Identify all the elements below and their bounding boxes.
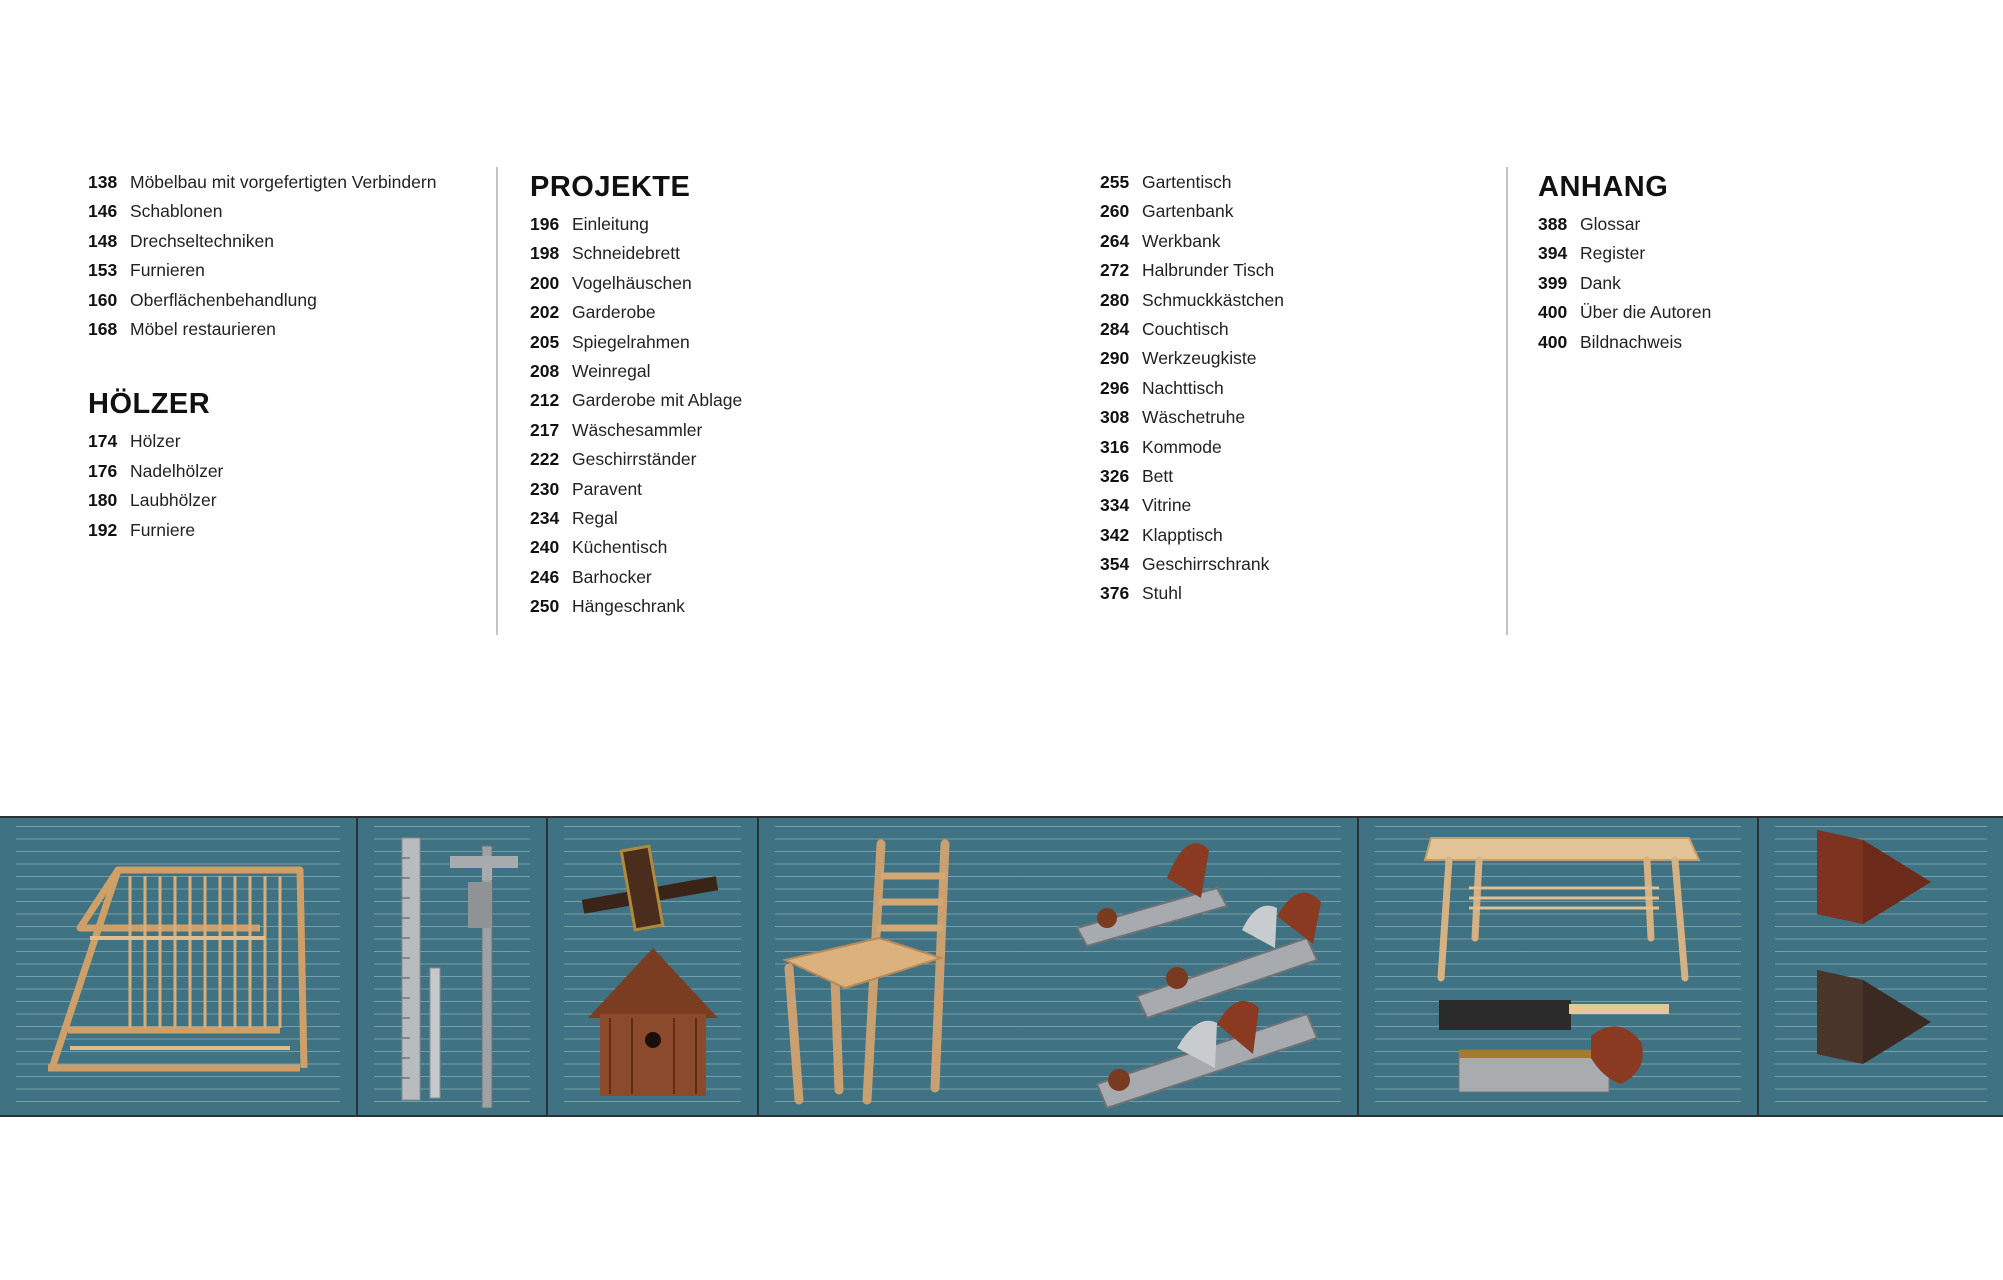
toc-entry[interactable] xyxy=(88,427,488,456)
section-heading: PROJEKTE xyxy=(530,171,691,203)
toc-entry-title: Werkbank xyxy=(1142,230,1221,251)
section-heading: ANHANG xyxy=(1538,171,1669,203)
toc-entry[interactable] xyxy=(88,197,488,226)
toc-entry-title: Halbrunder Tisch xyxy=(1142,260,1275,281)
toc-entry[interactable] xyxy=(88,486,488,515)
toc-entry-title: Hölzer xyxy=(130,431,181,452)
toc-entry-title: Wäschesammler xyxy=(572,419,703,440)
toc-entry-title: Möbelbau mit vorgefertigten Verbindern xyxy=(130,172,437,192)
toc-entry[interactable] xyxy=(1100,374,1490,403)
toc-entry-title: Paravent xyxy=(572,478,643,499)
toc-list xyxy=(1538,210,1938,357)
toc-entry-title: Einleitung xyxy=(572,214,649,234)
toc-entry[interactable] xyxy=(530,210,1050,239)
toc-entry-title: Über die Autoren xyxy=(1580,302,1712,323)
toc-entry-title: Oberflächenbehandlung xyxy=(130,289,317,310)
toc-page-number: 342 xyxy=(1100,524,1130,545)
toc-entry[interactable] xyxy=(530,298,1050,327)
toc-entry[interactable] xyxy=(1100,491,1490,520)
toc-entry-title: Schablonen xyxy=(130,201,223,222)
marking-gauge-birdhouse-photo xyxy=(548,818,759,1115)
toc-entry-title: Geschirrschrank xyxy=(1142,554,1270,575)
toc-column-4 xyxy=(1538,168,1938,357)
toc-entry-title: Bildnachweis xyxy=(1580,331,1683,352)
toc-entry-title: Gartentisch xyxy=(1142,172,1232,192)
toc-column-2 xyxy=(530,168,1050,621)
toc-entry[interactable] xyxy=(1538,328,1938,357)
toc-page-number: 400 xyxy=(1538,302,1568,323)
toc-entry[interactable] xyxy=(530,504,1050,533)
toc-entry-title: Hängeschrank xyxy=(572,596,685,617)
toc-page-number: 180 xyxy=(88,490,118,511)
toc-entry-title: Gartenbank xyxy=(1142,201,1234,222)
toc-entry[interactable] xyxy=(88,315,488,344)
toc-entry[interactable] xyxy=(1100,286,1490,315)
toc-page-number: 202 xyxy=(530,302,560,323)
toc-page-number: 160 xyxy=(88,289,118,310)
toc-entry[interactable] xyxy=(1100,227,1490,256)
toc-page-number: 399 xyxy=(1538,272,1568,293)
toc-entry[interactable] xyxy=(530,269,1050,298)
toc-entry-title: Spiegelrahmen xyxy=(572,331,690,352)
toc-page-number: 388 xyxy=(1538,214,1568,234)
toc-page-number: 146 xyxy=(88,201,118,222)
toc-entry-title: Couchtisch xyxy=(1142,318,1229,339)
toc-entry[interactable] xyxy=(88,286,488,315)
toc-entry[interactable] xyxy=(1100,550,1490,579)
toc-page-number: 284 xyxy=(1100,318,1130,339)
toc-page-number: 217 xyxy=(530,419,560,440)
coffee-table-saws-photo xyxy=(1359,818,1759,1115)
toc-entry[interactable] xyxy=(530,533,1050,562)
toc-entry-title: Nadelhölzer xyxy=(130,460,224,481)
toc-entry[interactable] xyxy=(530,563,1050,592)
dish-rack-photo xyxy=(0,818,358,1115)
toc-entry-title: Wäschetruhe xyxy=(1142,407,1246,428)
toc-entry[interactable] xyxy=(530,445,1050,474)
toc-list xyxy=(88,427,488,545)
toc-column-1 xyxy=(88,168,488,545)
toc-list xyxy=(530,210,1050,621)
photo-strip xyxy=(0,816,2003,1117)
toc-page-number: 394 xyxy=(1538,243,1568,264)
toc-page-number: 280 xyxy=(1100,289,1130,310)
toc-entry-title: Garderobe xyxy=(572,302,656,323)
section-gap xyxy=(88,344,488,385)
toc-entry[interactable] xyxy=(1100,521,1490,550)
toc-entry[interactable] xyxy=(1538,210,1938,239)
toc-entry-title: Furniere xyxy=(130,519,196,540)
toc-page-number: 222 xyxy=(530,449,560,470)
toc-page-number: 400 xyxy=(1538,331,1568,352)
toc-page-number: 208 xyxy=(530,360,560,381)
toc-entry[interactable] xyxy=(1100,579,1490,608)
toc-page-number: 260 xyxy=(1100,201,1130,222)
toc-entry-title: Kommode xyxy=(1142,436,1222,457)
toc-entry-title: Barhocker xyxy=(572,566,652,587)
toc-entry-title: Register xyxy=(1580,243,1646,264)
toc-page-number: 234 xyxy=(530,507,560,528)
toc-page-number: 200 xyxy=(530,272,560,293)
toc-entry-title: Laubhölzer xyxy=(130,490,217,511)
toc-entry[interactable] xyxy=(530,357,1050,386)
toc-entry[interactable] xyxy=(1100,168,1490,197)
toc-entry-title: Geschirrständer xyxy=(572,449,697,470)
toc-entry-title: Werkzeugkiste xyxy=(1142,348,1257,369)
toc-entry-title: Vitrine xyxy=(1142,495,1192,516)
toc-entry[interactable] xyxy=(1100,256,1490,285)
toc-entry[interactable] xyxy=(1538,269,1938,298)
toc-list xyxy=(1100,168,1490,609)
toc-entry[interactable] xyxy=(1538,298,1938,327)
toc-page-number: 192 xyxy=(88,519,118,540)
column-divider xyxy=(1506,167,1508,635)
toc-entry[interactable] xyxy=(530,239,1050,268)
toc-page-number: 316 xyxy=(1100,436,1130,457)
toc-page-number: 240 xyxy=(530,537,560,558)
toc-column-3 xyxy=(1100,168,1490,609)
toc-page-number: 296 xyxy=(1100,377,1130,398)
toc-entry[interactable] xyxy=(88,457,488,486)
toc-page-number: 174 xyxy=(88,431,118,452)
toc-page-number: 308 xyxy=(1100,407,1130,428)
toc-page-number: 334 xyxy=(1100,495,1130,516)
hand-planes-photo-detail xyxy=(759,818,1359,1115)
toc-page-number: 250 xyxy=(530,596,560,617)
toc-entry[interactable] xyxy=(88,168,488,197)
toc-entry-title: Furnieren xyxy=(130,260,205,281)
toc-entry-title: Glossar xyxy=(1580,214,1641,234)
toc-entry-title: Schneidebrett xyxy=(572,243,680,264)
column-divider xyxy=(496,167,498,635)
toc-page-number: 272 xyxy=(1100,260,1130,281)
toc-page-number: 148 xyxy=(88,230,118,251)
toc-entry-title: Möbel restaurieren xyxy=(130,318,276,339)
toc-page-number: 196 xyxy=(530,214,560,234)
toc-page-number: 255 xyxy=(1100,172,1130,192)
toc-entry[interactable] xyxy=(1100,403,1490,432)
toc-page-number: 212 xyxy=(530,390,560,411)
toc-entry-title: Küchentisch xyxy=(572,537,668,558)
toc-entry[interactable] xyxy=(88,227,488,256)
section-heading: HÖLZER xyxy=(88,388,211,421)
toc-list xyxy=(88,168,488,344)
toc-page-number: 205 xyxy=(530,331,560,352)
toc-entry[interactable] xyxy=(1100,197,1490,226)
toc-entry-title: Vogelhäuschen xyxy=(572,272,692,293)
toc-page-number: 376 xyxy=(1100,583,1130,604)
toc-entry[interactable] xyxy=(530,592,1050,621)
ruler-caliper-photo xyxy=(358,818,548,1115)
toc-entry[interactable] xyxy=(530,328,1050,357)
toc-entry[interactable] xyxy=(1100,433,1490,462)
toc-page-number: 246 xyxy=(530,566,560,587)
toc-entry-title: Bett xyxy=(1142,465,1174,486)
toc-entry[interactable] xyxy=(88,516,488,545)
toc-page-number: 290 xyxy=(1100,348,1130,369)
toc-page-number: 176 xyxy=(88,460,118,481)
toc-entry[interactable] xyxy=(1100,462,1490,491)
toc-entry[interactable] xyxy=(1100,344,1490,373)
toc-entry-title: Schmuckkästchen xyxy=(1142,289,1285,310)
toc-page-number: 138 xyxy=(88,172,118,192)
toc-page-number: 264 xyxy=(1100,230,1130,251)
toc-page-number: 168 xyxy=(88,318,118,339)
toc-entry-title: Regal xyxy=(572,507,618,528)
toc-entry-title: Nachttisch xyxy=(1142,377,1224,398)
toc-page-number: 198 xyxy=(530,243,560,264)
toc-page-number: 354 xyxy=(1100,554,1130,575)
toc-entry[interactable] xyxy=(88,256,488,285)
toc-entry-title: Dank xyxy=(1580,272,1621,293)
toc-entry[interactable] xyxy=(1538,239,1938,268)
toc-entry-title: Drechseltechniken xyxy=(130,230,274,251)
toc-page-number: 230 xyxy=(530,478,560,499)
toc-entry-title: Garderobe mit Ablage xyxy=(572,390,743,411)
toc-entry[interactable] xyxy=(1100,315,1490,344)
toc-page-number: 326 xyxy=(1100,465,1130,486)
toc-entry-title: Weinregal xyxy=(572,360,651,381)
toc-entry-title: Stuhl xyxy=(1142,583,1182,604)
wood-samples-photo xyxy=(1759,818,2003,1115)
toc-entry[interactable] xyxy=(530,386,1050,415)
toc-entry-title: Klapptisch xyxy=(1142,524,1223,545)
toc-page-number: 153 xyxy=(88,260,118,281)
toc-entry[interactable] xyxy=(530,416,1050,445)
toc-entry[interactable] xyxy=(530,475,1050,504)
